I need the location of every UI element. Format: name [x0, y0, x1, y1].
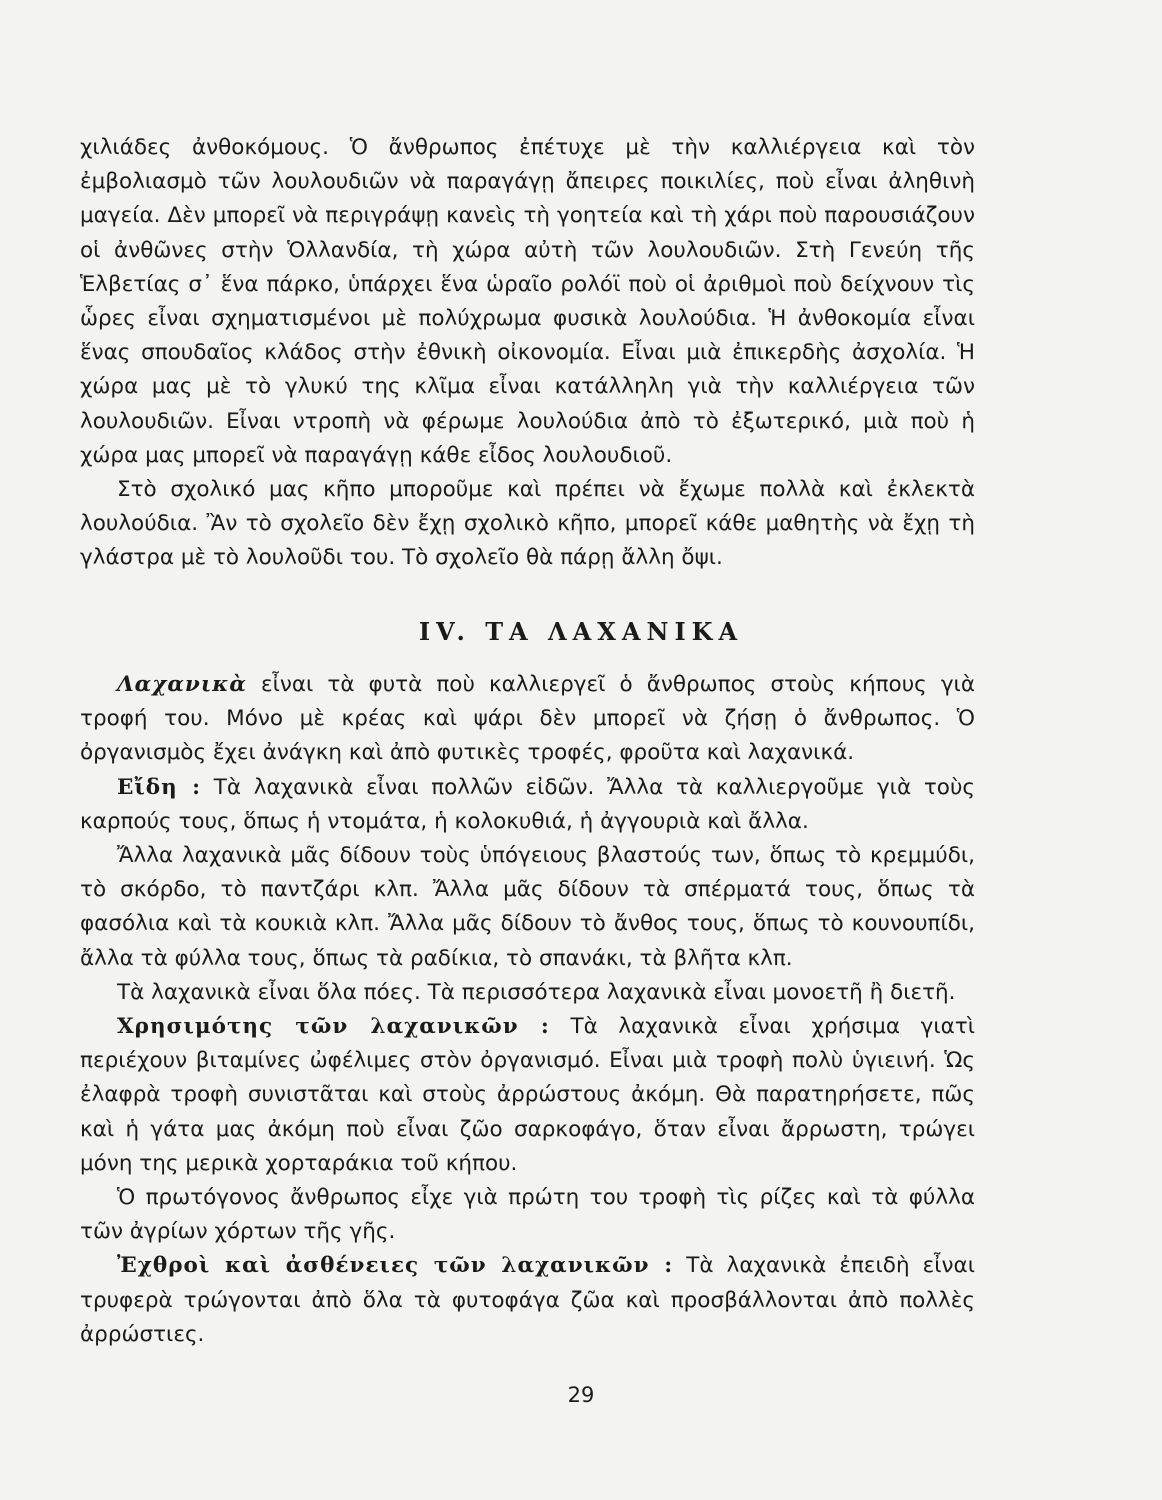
paragraph-text: εἶναι τὰ φυτὰ ποὺ καλλιεργεῖ ὁ ἄνθρωπος στοὺς κήπους γιὰ τροφή του. Μόνο μὲ κρέας καὶ ψάρι δὲν μπορεῖ νὰ ζήσῃ ὁ ἄνθρωπος. Ὁ ὀργανισμὸς ἔχει ἀνάγκη καὶ ἀπὸ φυτικὲς τροφές, φροῦτα καὶ λαχανικά. [80, 672, 975, 766]
paragraph: Στὸ σχολικό μας κῆπο μποροῦμε καὶ πρέπει νὰ ἔχωμε πολλὰ καὶ ἐκλεκτὰ λουλούδια. Ἂν τὸ σχολεῖο δὲν ἔχῃ σχολικὸ κῆπο, μπορεῖ κάθε μαθητὴς νὰ ἔχῃ τὴ γλάστρα μὲ τὸ λουλοῦδι του. Τὸ σχολεῖο θὰ πάρῃ ἄλλη ὄψι. [80, 477, 975, 571]
paragraph-enemies [80, 1249, 975, 1352]
paragraph-kinds [80, 771, 975, 839]
paragraph [80, 976, 975, 1010]
paragraph-text: Τὰ λαχανικὰ εἶναι πολλῶν εἰδῶν. Ἄλλα τὰ καλλιεργοῦμε γιὰ τοὺς καρπούς τους, ὅπως ἡ ντομάτα, ἡ κολοκυθιά, ἡ ἀγγουριὰ καὶ ἄλλα. [80, 774, 975, 834]
paragraph-usefulness [80, 1010, 975, 1181]
paragraph-term: Ἐχθροὶ καὶ ἀσθένειες τῶν λαχανικῶν : [117, 1253, 674, 1279]
paragraph [80, 839, 975, 976]
paragraph-text: Ὁ πρωτόγονος ἄνθρωπος εἶχε γιὰ πρώτη του τροφὴ τὶς ρίζες καὶ τὰ φύλλα τῶν ἀγρίων χόρτων τῆς γῆς. [80, 1185, 975, 1245]
paragraph-term: Εἴδη : [117, 774, 202, 800]
vegetables-section [80, 668, 975, 1352]
paragraph-text: Τὰ λαχανικὰ εἶναι χρήσιμα γιατὶ περιέχουν βιταμίνες ὠφέλιμες στὸν ὀργανισμό. Εἶναι μιὰ τροφὴ πολὺ ὑγιεινή. Ὡς ἐλαφρὰ τροφὴ συνιστᾶται καὶ στοὺς ἀρρώστους ἀκόμη. Θὰ παρατηρήσετε, πῶς καὶ ἡ γάτα μας ἀκόμη ποὺ εἶναι ζῶο σαρκοφάγο, ὅταν εἶναι ἄρρωστη, τρώγει μόνη της μερικὰ χορταράκια τοῦ κήπου. [80, 1014, 975, 1176]
paragraph-term: Λαχανικὰ [117, 672, 247, 697]
paragraph-text: Τὰ λαχανικὰ ἐπειδὴ εἶναι τρυφερὰ τρώγονται ἀπὸ ὅλα τὰ φυτοφάγα ζῶα καὶ προσβάλλονται ἀπὸ πολλὲς ἀρρώστιες. [80, 1253, 975, 1347]
paragraph [80, 1181, 975, 1249]
paragraph-text: Ἄλλα λαχανικὰ μᾶς δίδουν τοὺς ὑπόγειους βλαστούς των, ὅπως τὸ κρεμμύδι, τὸ σκόρδο, τὸ παντζάρι κλπ. Ἄλλα μᾶς δίδουν τὰ σπέρματά τους, ὅπως τὰ φασόλια καὶ τὰ κουκιὰ κλπ. Ἄλλα μᾶς δίδουν τὸ ἄνθος τους, ὅπως τὸ κουνουπίδι, ἄλλα τὰ φύλλα τους, ὅπως τὰ ραδίκια, τὸ σπανάκι, τὰ βλῆτα κλπ. [80, 843, 975, 971]
paragraph-definition [80, 668, 975, 771]
continued-text-section [80, 131, 975, 576]
paragraph-text: Τὰ λαχανικὰ εἶναι ὅλα πόες. Τὰ περισσότερα λαχανικὰ εἶναι μονοετῆ ἢ διετῆ. [117, 979, 956, 1005]
paragraph-term: Χρησιμότης τῶν λαχανικῶν : [117, 1014, 550, 1040]
page-number: 29 [567, 1383, 595, 1407]
paragraph: χιλιάδες ἀνθοκόμους. Ὁ ἄνθρωπος ἐπέτυχε μὲ τὴν καλλιέργεια καὶ τὸν ἐμβολιασμὸ τῶν λουλουδιῶν νὰ παραγάγῃ ἄπειρες ποικιλίες, ποὺ εἶναι ἀληθινὴ μαγεία. Δὲν μπορεῖ νὰ περιγράψῃ κανεὶς τὴ γοητεία καὶ τὴ χάρι ποὺ παρουσιάζουν οἱ ἀνθῶνες στὴν Ὁλλανδία, τὴ χώρα αὐτὴ τῶν λουλουδιῶν. Στὴ Γενεύη τῆς Ἑλβετίας σ᾽ ἕνα πάρκο, ὑπάρχει ἕνα ὡραῖο ρολόϊ ποὺ οἱ ἀριθμοὶ ποὺ δείχνουν τὶς ὧρες εἶναι σχηματισμένοι μὲ πολύχρωμα φυσικὰ λουλούδια. Ἡ ἀνθοκομία εἶναι ἕνας σπουδαῖος κλάδος στὴν ἐθνικὴ οἰκονομία. Εἶναι μιὰ ἐπικερδὴς ἀσχολία. Ἡ χώρα μας μὲ τὸ γλυκύ της κλῖμα εἶναι κατάλληλη γιὰ τὴν καλλιέργεια τῶν λουλουδιῶν. Εἶναι ντροπὴ νὰ φέρωμε λουλούδια ἀπὸ τὸ ἐξωτερικό, μιὰ ποὺ ἡ χώρα μας μπορεῖ νὰ παραγάγῃ κάθε εἶδος λουλουδιοῦ. [80, 135, 975, 468]
section-heading: IV. ΤΑ ΛΑΧΑΝΙΚΑ [418, 617, 744, 646]
